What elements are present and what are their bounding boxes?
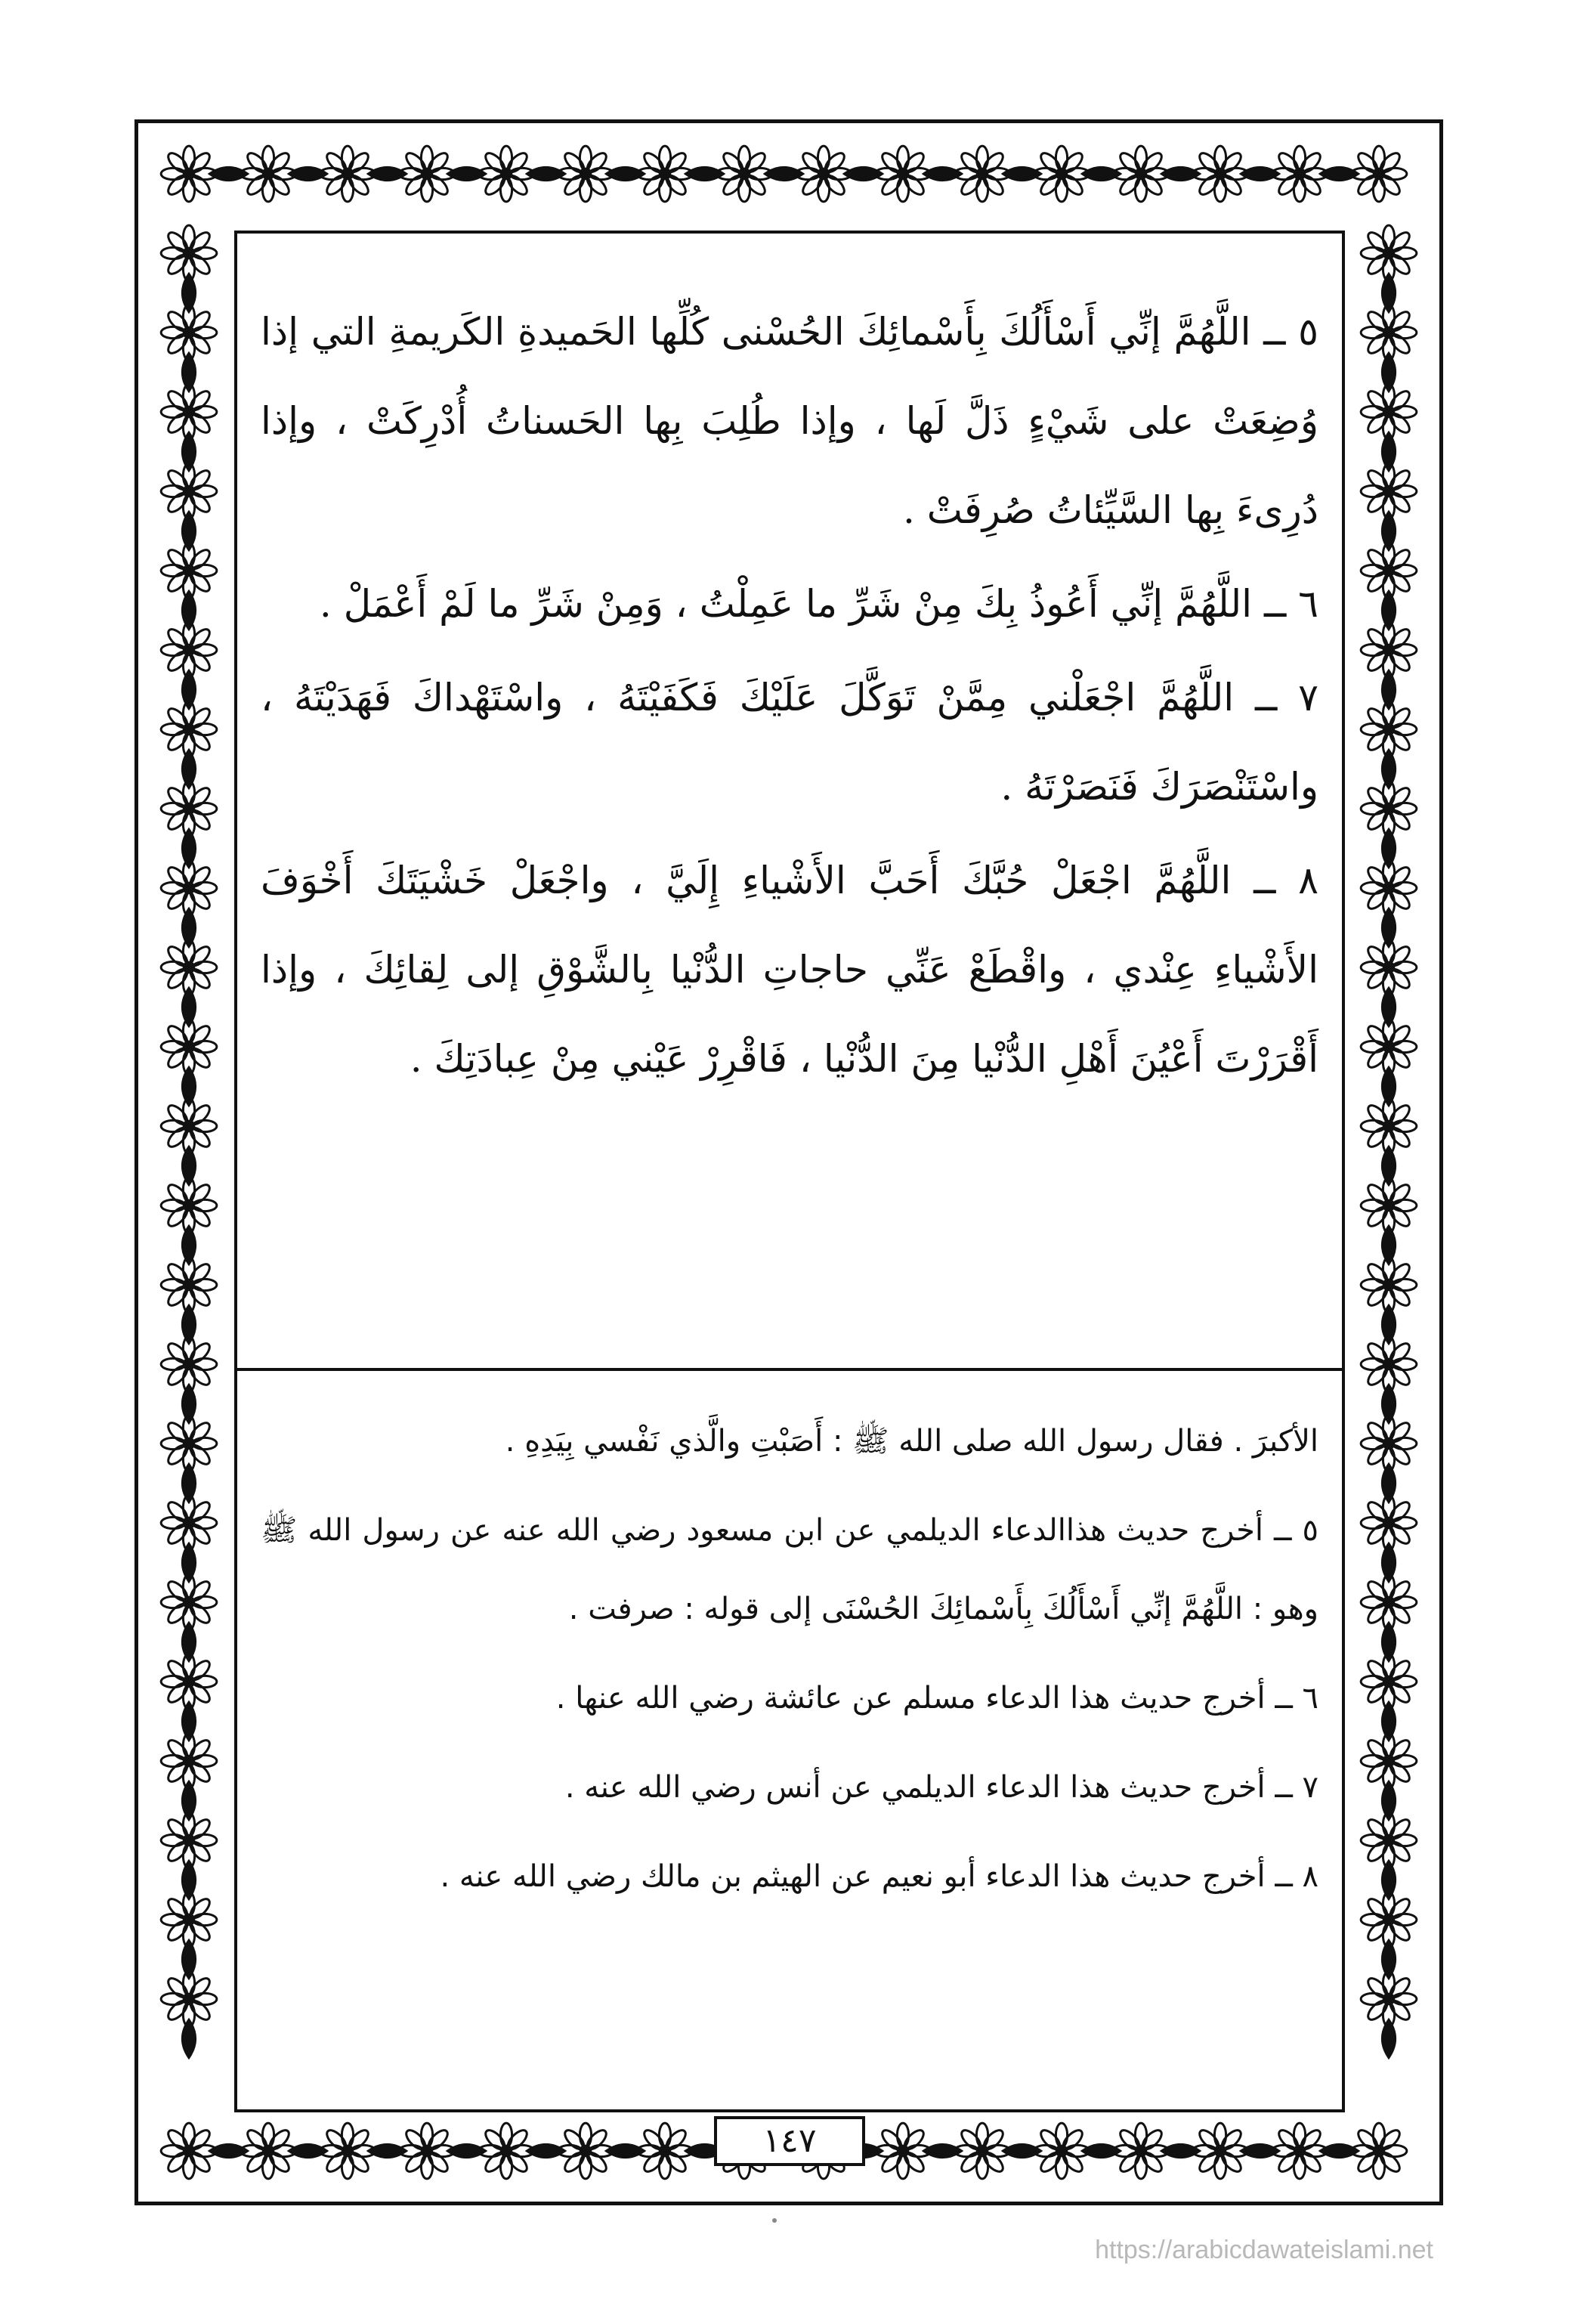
page-number: ١٤٧ xyxy=(714,2116,865,2166)
footnote-5: ٥ ــ أخرج حديث هذاالدعاء الديلمي عن ابن مسعود رضي الله عنه عن رسول الله ﷺ وهو : اللَّهُمَّ إنِّي أَسْأَلُكَ بِأَسْمائِكَ الحُسْنَى إلى قوله : صرفت . xyxy=(261,1513,1318,1626)
prayer-6: ٦ ــ اللَّهُمَّ إنِّي أَعُوذُ بِكَ مِنْ شَرِّ ما عَمِلْتُ ، وَمِنْ شَرِّ ما لَمْ أَعْمَلْ . xyxy=(319,582,1318,626)
prayer-8: ٨ ــ اللَّهُمَّ اجْعَلْ حُبَّكَ أَحَبَّ الأَشْياءِ إِلَيَّ ، واجْعَلْ خَشْيَتَكَ أَخْوَفَ الأَشْياءِ عِنْدي ، واقْطَعْ عَنِّي حاجاتِ الدُّنْيا بِالشَّوْقِ إلى لِقائِكَ ، وإذا أَقْرَرْتَ أَعْيُنَ أَهْلِ الدُّنْيا مِنَ الدُّنْيا ، فَاقْرِرْ عَيْني مِنْ عِبادَتِكَ . xyxy=(261,859,1318,1081)
print-dot xyxy=(772,2218,777,2223)
footnote-6: ٦ ــ أخرج حديث هذا الدعاء مسلم عن عائشة رضي الله عنها . xyxy=(555,1681,1318,1716)
prayer-7: ٧ ــ اللَّهُمَّ اجْعَلْني مِمَّنْ تَوَكَّلَ عَلَيْكَ فَكَفَيْتَهُ ، واسْتَهْداكَ فَهَدَيْتَهُ ، واسْتَنْصَرَكَ فَنَصَرْتَهُ . xyxy=(261,676,1318,809)
prayer-text xyxy=(261,287,1318,1108)
prayer-5: ٥ ــ اللَّهُمَّ إنِّي أَسْأَلُكَ بِأَسْمائِكَ الحُسْنى كُلِّها الحَميدةِ الكَريمةِ التي إذا وُضِعَتْ على شَيْءٍ ذَلَّ لَها ، وإذا طُلِبَ بِها الحَسناتُ أُدْرِكَتْ ، وإذا دُرِىءَ بِها السَّيِّئاتُ صُرِفَتْ . xyxy=(261,310,1318,532)
watermark-url: https://arabicdawateislami.net xyxy=(1095,2236,1433,2264)
footnote-continuation: الأكبرَ . فقال رسول الله صلى الله ﷺ : أَصَبْتِ والَّذي نَفْسي بِيَدِهِ . xyxy=(505,1424,1318,1459)
footnote-divider xyxy=(234,1368,1345,1371)
footnote-8: ٨ ــ أخرج حديث هذا الدعاء أبو نعيم عن الهيثم بن مالك رضي الله عنه . xyxy=(440,1859,1318,1894)
footnotes xyxy=(261,1402,1318,1916)
footnote-7: ٧ ــ أخرج حديث هذا الدعاء الديلمي عن أنس رضي الله عنه . xyxy=(564,1770,1318,1805)
